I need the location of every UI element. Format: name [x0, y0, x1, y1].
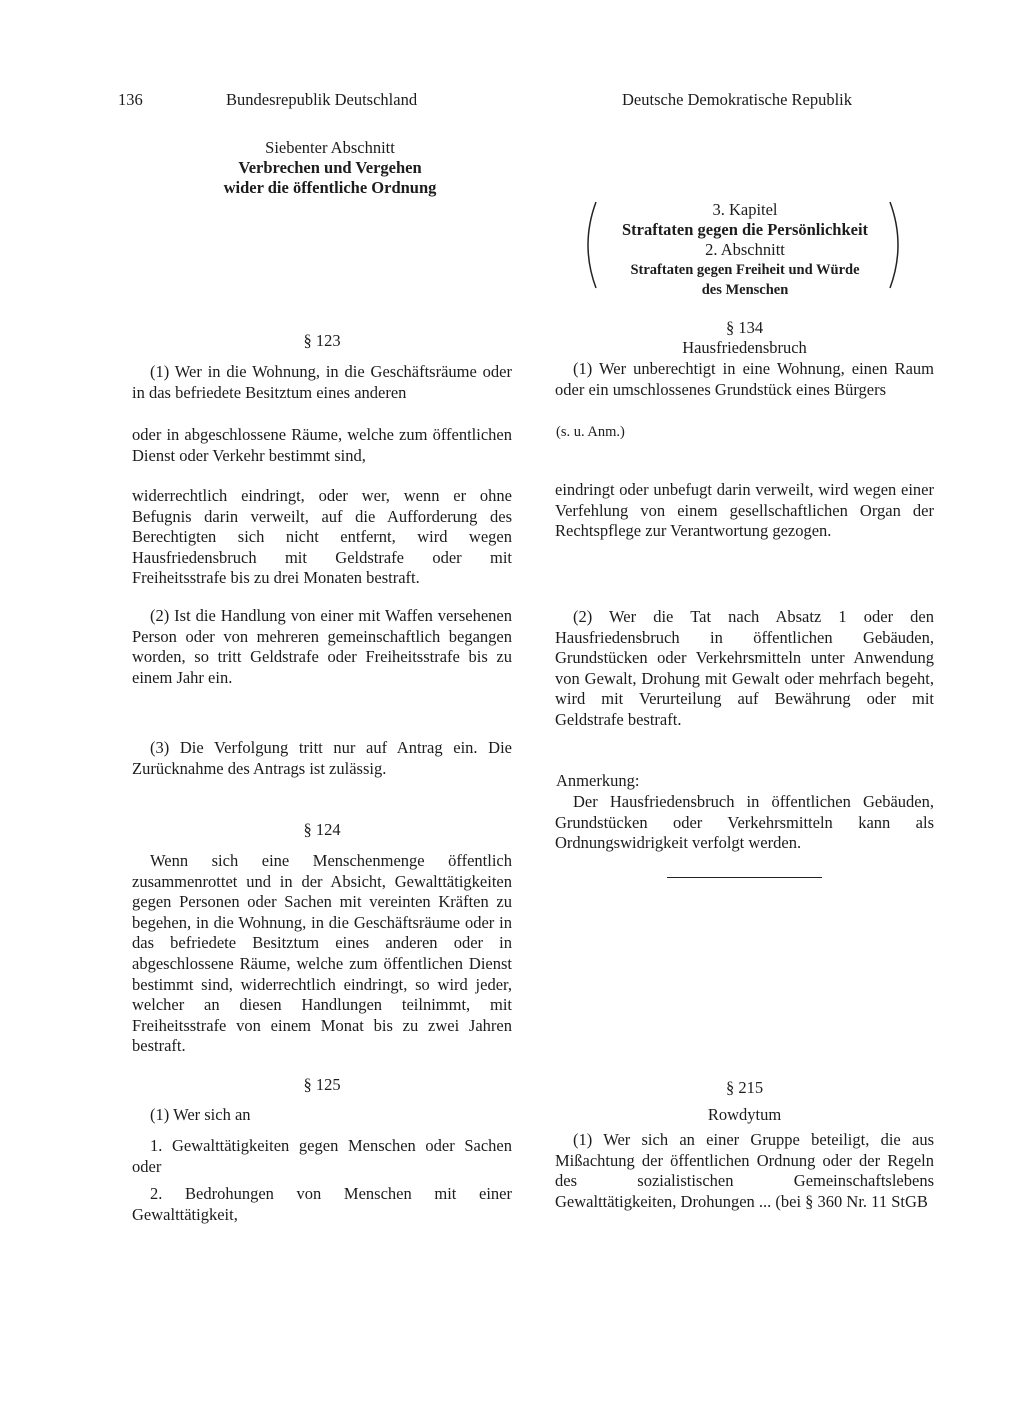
paragraph-124-para1: Wenn sich eine Menschenmenge öffentlich zusammenrottet und in der Absicht, Gewalttätigkeiten gegen Personen oder Sachen mit vereinten Kräften zu begehen, in die Wohnung, in die Geschäftsräume oder in das befriedete Besitztum eines anderen oder in abgeschlossene Räume, welche zum öffentlichen Dienst bestimmt sind, widerrechtlich eindringt, so wird jeder, welcher an diesen Handlungen teilnimmt, mit Freiheitsstrafe von einem Monat bis zu zwei Jahren bestraft.	[132, 851, 512, 1056]
paragraph-215-heading: § 215	[725, 1078, 764, 1097]
section-label: Siebenter Abschnitt	[265, 138, 395, 157]
paragraph-123-heading: § 123	[303, 331, 341, 350]
paragraph-215-header	[555, 1074, 934, 1128]
left-parenthesis-icon	[578, 200, 600, 290]
section-heading-left	[180, 138, 480, 198]
subsection-title-line2: des Menschen	[701, 282, 789, 298]
paragraph-134-para3: (2) Wer die Tat nach Absatz 1 oder den Hausfriedensbruch in öffentlichen Gebäuden, Grundstücken oder Verkehrsmitteln unter Anwendung von Gewalt, Drohung mit Gewalt oder mehrfach begeht, wird mit Verurteilung auf Bewährung oder mit Geldstrafe bestraft.	[555, 607, 934, 729]
paragraph-134-heading: § 134	[725, 318, 764, 337]
chapter-title: Straftaten gegen die Persönlichkeit	[621, 220, 869, 239]
header-left-title: Bundesrepublik Deutschland	[226, 90, 418, 109]
paragraph-125-para1: (1) Wer sich an	[150, 1105, 251, 1124]
remark-text: Der Hausfriedensbruch in öffentlichen Gebäuden, Grundstücken oder Verkehrsmitteln kann als Ordnungswidrigkeit verfolgt werden.	[555, 792, 934, 853]
remark-label: Anmerkung:	[556, 771, 640, 790]
paragraph-134-header	[555, 318, 934, 358]
paragraph-125-item2: 2. Bedrohungen von Menschen mit einer Gewalttätigkeit,	[132, 1184, 512, 1224]
header-right-title: Deutsche Demokratische Republik	[622, 90, 853, 109]
paragraph-124-heading: § 124	[303, 820, 341, 839]
section-title-line2: wider die öffentliche Ordnung	[223, 178, 437, 197]
paragraph-134-title: Hausfriedensbruch	[682, 338, 807, 357]
paragraph-123-para5: (3) Die Verfolgung tritt nur auf Antrag ein. Die Zurücknahme des Antrags ist zulässig.	[132, 738, 512, 778]
paragraph-134-para1: (1) Wer unberechtigt in eine Wohnung, einen Raum oder ein umschlossenes Grundstück eines Bürgers	[555, 359, 934, 399]
paragraph-134-note-ref: (s. u. Anm.)	[556, 424, 625, 440]
paragraph-125-item1: 1. Gewalttätigkeiten gegen Menschen oder Sachen oder	[132, 1136, 512, 1176]
paragraph-125-heading: § 125	[303, 1075, 341, 1094]
chapter-label: 3. Kapitel	[712, 200, 778, 219]
paragraph-123-para3: widerrechtlich eindringt, oder wer, wenn er ohne Befugnis darin verweilt, auf die Aufforderung des Berechtigten sich nicht entfernt, wird wegen Hausfriedensbruch mit Geldstrafe oder mit Freiheitsstrafe bis zu drei Monaten bestraft.	[132, 486, 512, 588]
section-title-line1: Verbrechen und Vergehen	[238, 158, 422, 177]
paragraph-123-para1: (1) Wer in die Wohnung, in die Geschäftsräume oder in das befriedete Besitztum eines anderen	[132, 362, 512, 402]
chapter-heading-right	[600, 200, 890, 300]
paragraph-134-para2: eindringt oder unbefugt darin verweilt, wird wegen einer Verfehlung von einem gesellschaftlichen Organ der Rechtspflege zur Verantwortung gezogen.	[555, 480, 934, 541]
page-number: 136	[118, 90, 143, 109]
paragraph-123-para2: oder in abgeschlossene Räume, welche zum öffentlichen Dienst oder Verkehr bestimmt sind,	[132, 425, 512, 465]
paragraph-215-title: Rowdytum	[707, 1105, 782, 1124]
paragraph-215-para1: (1) Wer sich an einer Gruppe beteiligt, die aus Mißachtung der öffentlichen Ordnung oder der Regeln des sozialistischen Gemeinschaftslebens Gewalttätigkeiten, Drohungen ... (bei § 360 Nr. 11 StGB	[555, 1130, 934, 1211]
subsection-label: 2. Abschnitt	[705, 240, 785, 259]
separator-rule	[667, 877, 822, 878]
paragraph-123-para4: (2) Ist die Handlung von einer mit Waffen versehenen Person oder von mehreren gemeinschaftlich begangen worden, so tritt Geldstrafe oder Freiheitsstrafe bis zu einem Jahr ein.	[132, 606, 512, 687]
subsection-title-line1: Straftaten gegen Freiheit und Würde	[630, 262, 860, 278]
